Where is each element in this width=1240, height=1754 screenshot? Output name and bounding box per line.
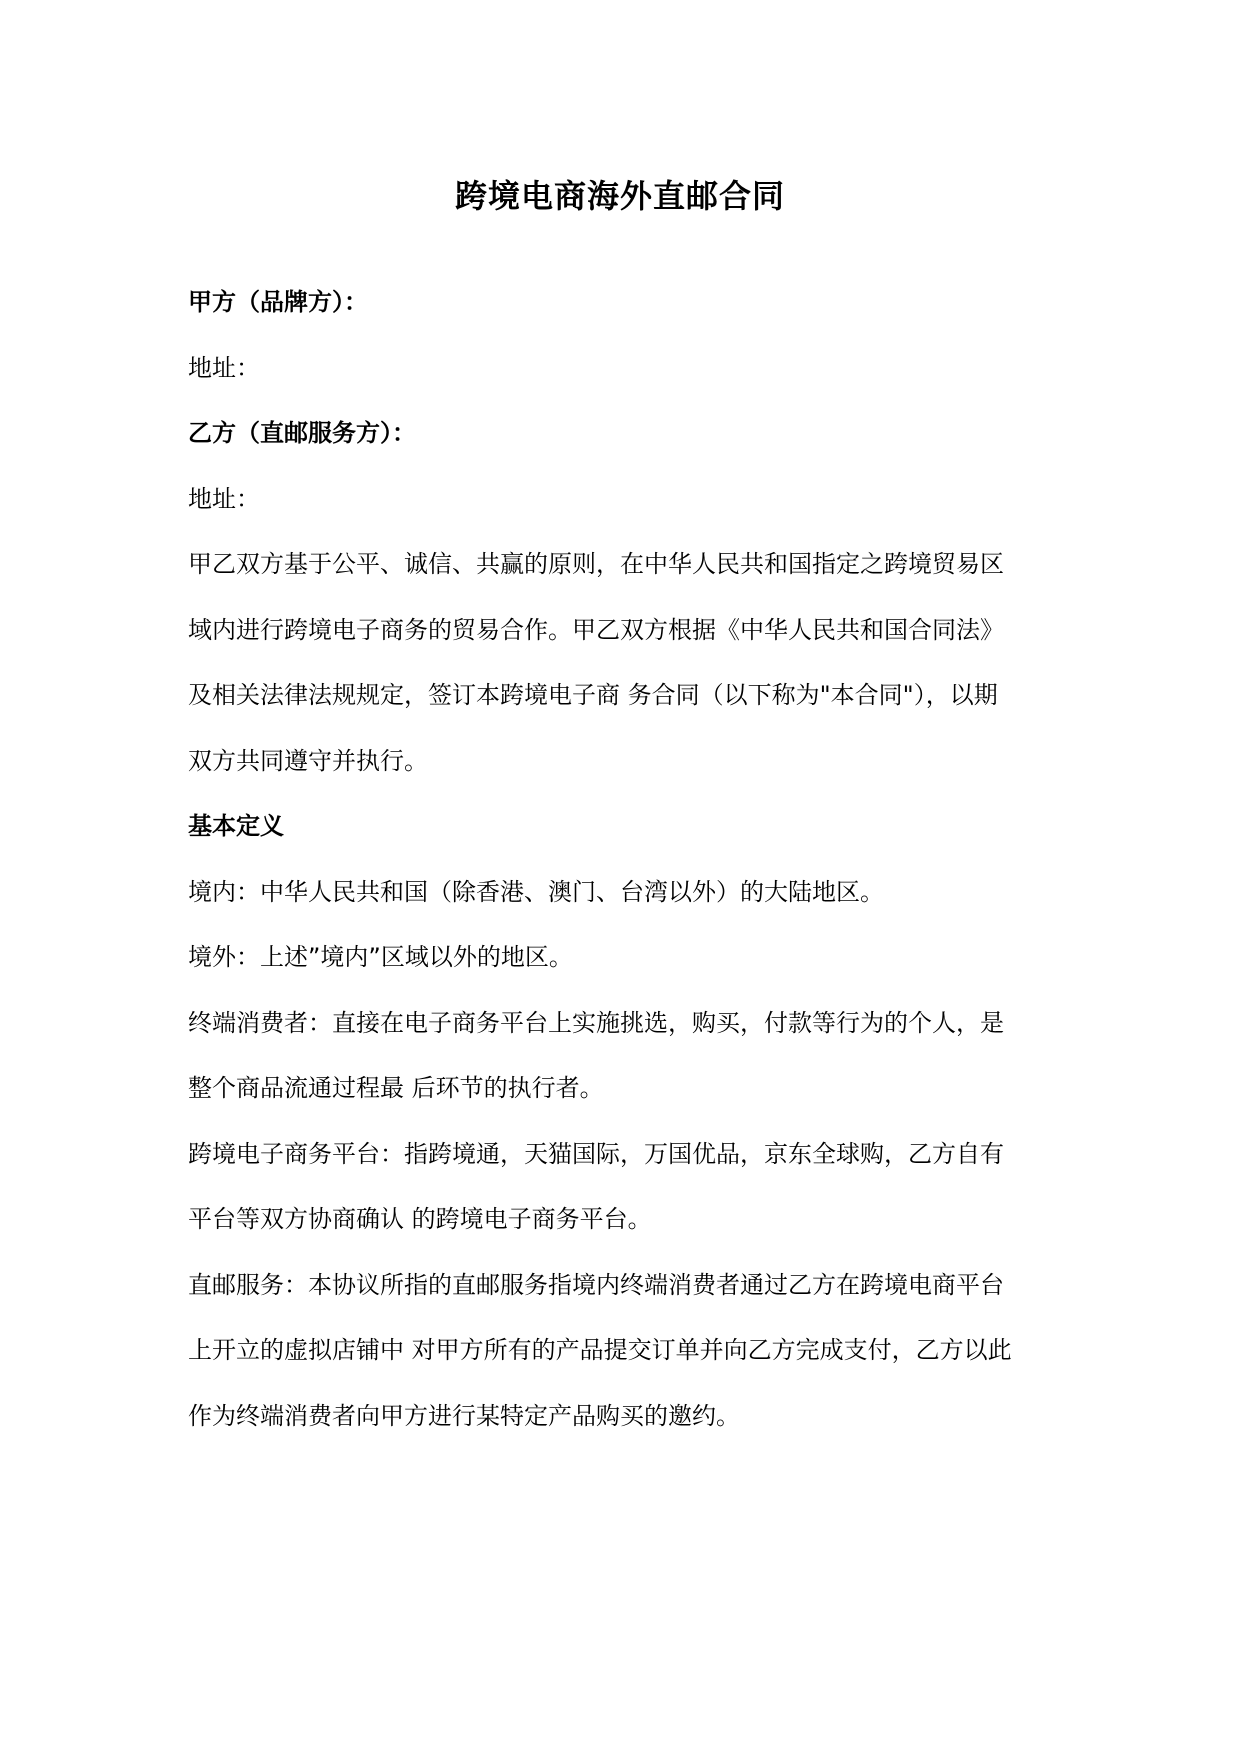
party-a-label: 甲方（品牌方）：	[188, 288, 368, 316]
definition-line: 境外：上述”境内”区域以外的地区。	[188, 943, 573, 971]
definition-line: 整个商品流通过程最 后环节的执行者。	[188, 1074, 604, 1102]
party-a-address: 地址：	[188, 353, 260, 382]
party-b-label: 乙方（直邮服务方）：	[188, 419, 416, 447]
intro-paragraph	[188, 532, 1058, 794]
definition-line: 直邮服务：本协议所指的直邮服务指境内终端消费者通过乙方在跨境电商平台	[188, 1270, 1004, 1299]
definition-line: 境内：中华人民共和国（除香港、澳门、台湾以外）的大陆地区。	[188, 877, 884, 906]
intro-line: 及相关法律法规规定，签订本跨境电子商 务合同（以下称为"本合同"），以期	[188, 681, 998, 709]
definition-line: 跨境电子商务平台：指跨境通，天猫国际，万国优品，京东全球购，乙方自有	[188, 1139, 1004, 1168]
document-title: 跨境电商海外直邮合同	[454, 177, 785, 215]
definition-line: 作为终端消费者向甲方进行某特定产品购买的邀约。	[188, 1401, 740, 1430]
party-b-address: 地址：	[188, 484, 260, 513]
intro-line: 甲乙双方基于公平、诚信、共赢的原则，在中华人民共和国指定之跨境贸易区	[188, 550, 1004, 578]
definitions-list	[188, 860, 1058, 1450]
definition-line: 平台等双方协商确认 的跨境电子商务平台。	[188, 1205, 652, 1233]
intro-line: 双方共同遵守并执行。	[188, 746, 428, 775]
definition-line: 上开立的虚拟店铺中 对甲方所有的产品提交订单并向乙方完成支付，乙方以此	[188, 1336, 1012, 1364]
document-body	[188, 270, 1058, 1449]
intro-line: 域内进行跨境电子商务的贸易合作。甲乙双方根据《中华人民共和国合同法》	[188, 615, 1004, 644]
definition-line: 终端消费者：直接在电子商务平台上实施挑选，购买，付款等行为的个人，是	[188, 1008, 1004, 1037]
definitions-heading: 基本定义	[188, 812, 284, 840]
